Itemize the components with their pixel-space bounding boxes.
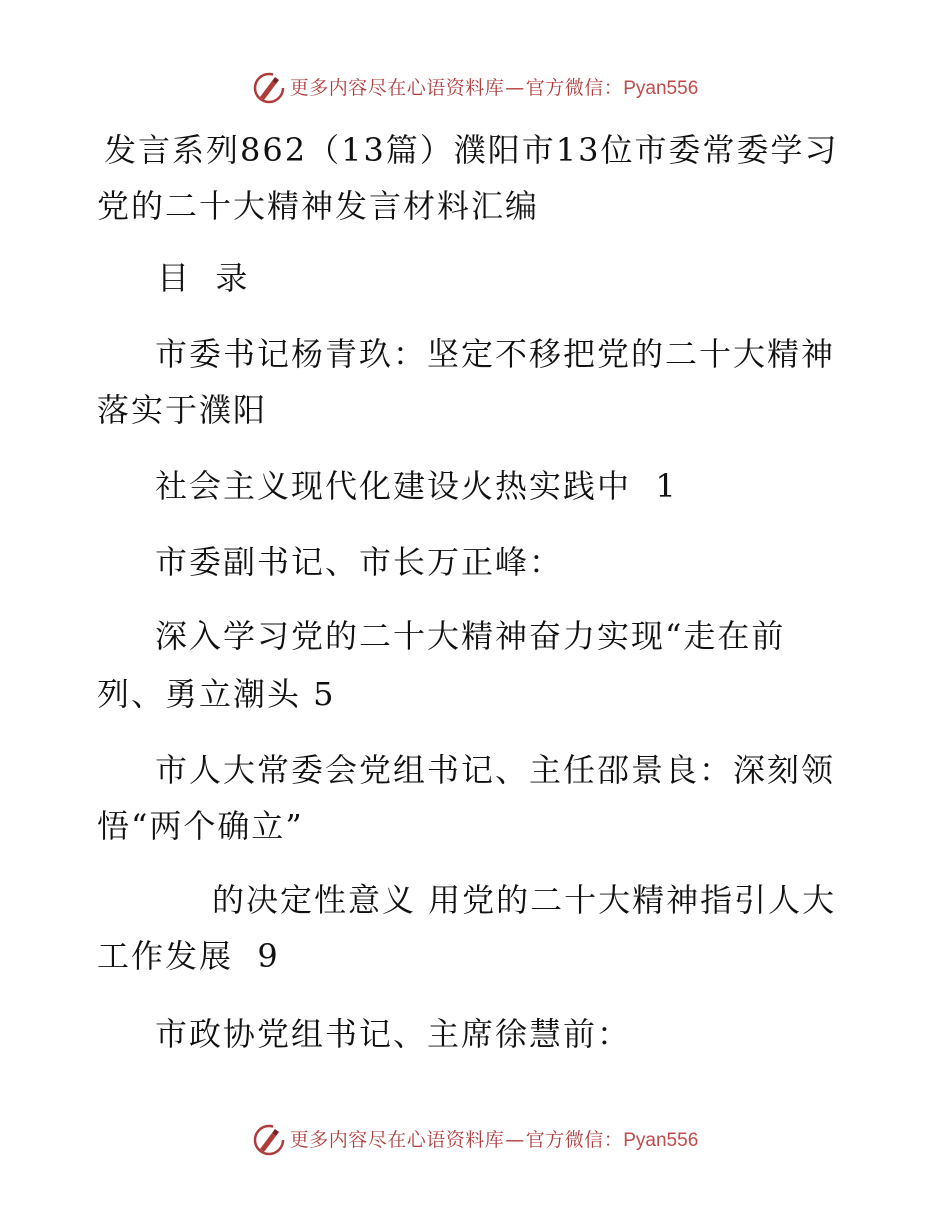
toc-entry: 市委副书记、市长万正峰： — [155, 543, 564, 581]
toc-entry: 社会主义现代化建设火热实践中 1 — [155, 467, 678, 505]
watermark-text: 更多内容尽在心语资料库 — [289, 1128, 505, 1151]
toc-entry: 市委书记杨青玖：坚定不移把党的二十大精神 — [155, 335, 836, 373]
watermark-official: 官方微信： — [525, 1128, 624, 1151]
pen-logo-icon — [252, 1123, 286, 1157]
watermark-separator: — — [505, 1128, 525, 1151]
toc-entry: 市政协党组书记、主席徐慧前： — [155, 1015, 632, 1053]
watermark-official: 官方微信： — [525, 76, 624, 99]
pen-logo-icon — [252, 71, 286, 105]
doc-title-line-1: 发言系列862（13篇）濮阳市13位市委常委学习 — [104, 131, 839, 169]
toc-entry: 悟“两个确立” — [97, 807, 304, 845]
watermark-banner-top — [0, 68, 950, 108]
toc-entry: 深入学习党的二十大精神奋力实现“走在前 — [155, 617, 786, 655]
doc-title-line-2: 党的二十大精神发言材料汇编 — [97, 187, 540, 225]
toc-entry: 市人大常委会党组书记、主任邵景良：深刻领 — [155, 751, 836, 789]
toc-entry: 列、勇立潮头 5 — [97, 675, 336, 713]
watermark-wechat: Pyan556 — [623, 1129, 699, 1151]
watermark-separator: — — [505, 76, 525, 99]
toc-entry: 的决定性意义 用党的二十大精神指引人大 — [212, 881, 837, 919]
toc-entry: 工作发展 9 — [97, 937, 280, 975]
watermark-text: 更多内容尽在心语资料库 — [289, 76, 505, 99]
watermark-wechat: Pyan556 — [623, 77, 699, 99]
watermark-banner-bottom — [0, 1120, 950, 1160]
toc-heading: 目 录 — [157, 259, 250, 297]
toc-entry: 落实于濮阳 — [97, 391, 268, 429]
